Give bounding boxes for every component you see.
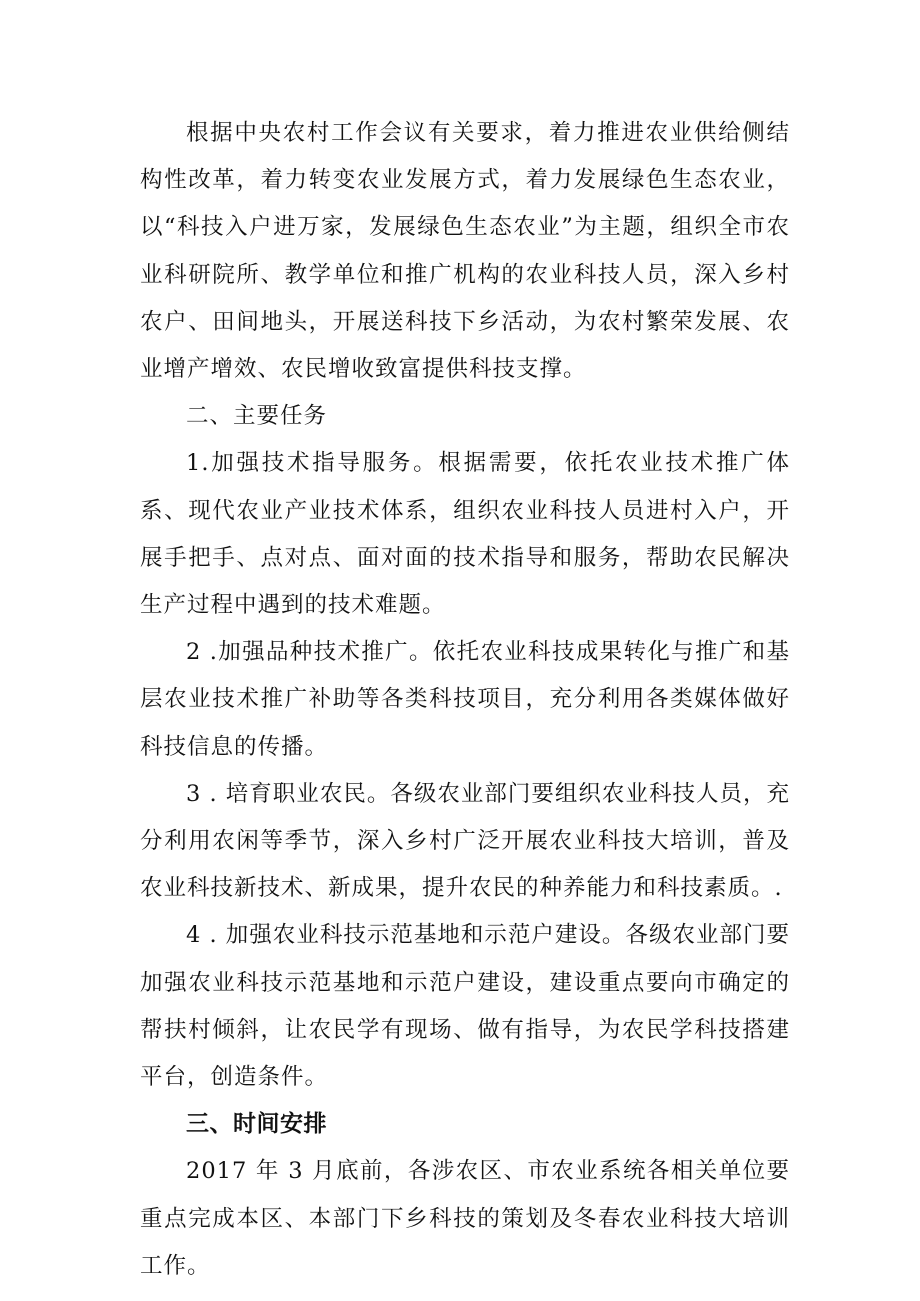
intro-paragraph: 根据中央农村工作会议有关要求，着力推进农业供给侧结构性改革，着力转变农业发展方式，着力发展绿色生态农业，以“科技入户进万家，发展绿色生态农业”为主题，组织全市农业科研院所、教学单位和推广机构的农业科技人员，深入乡村农户、田间地头，开展送科技下乡活动，为农村繁荣发展、农业增产增效、农民增收致富提供科技支撑。 (140, 120, 790, 383)
task-paragraph-3: 3 . 培育职业农民。各级农业部门要组织农业科技人员，充分利用农闲等季节，深入乡村广泛开展农业科技大培训，普及农业科技新技术、新成果，提升农民的种养能力和科技素质。. (140, 780, 790, 902)
task-paragraph-4: 4 . 加强农业科技示范基地和示范户建设。各级农业部门要加强农业科技示范基地和示范户建设，建设重点要向市确定的帮扶村倾斜，让农民学有现场、做有指导，为农民学科技搭建平台，创造条件。 (140, 922, 790, 1091)
schedule-paragraph-1: 2017 年 3 月底前，各涉农区、市农业系统各相关单位要重点完成本区、本部门下乡科技的策划及冬春农业科技大培训工作。 (140, 1158, 790, 1279)
section-heading-schedule: 三、时间安排 (186, 1111, 327, 1138)
task-paragraph-1: 1.加强技术指导服务。根据需要，依托农业技术推广体系、现代农业产业技术体系，组织农业科技人员进村入户，开展手把手、点对点、面对面的技术指导和服务，帮助农民解决生产过程中遇到的技术难题。 (140, 450, 790, 619)
document-page (140, 110, 790, 1290)
section-heading-main-tasks: 二、主要任务 (186, 403, 328, 430)
task-paragraph-2: 2 .加强品种技术推广。依托农业科技成果转化与推广和基层农业技术推广补助等各类科技项目，充分利用各类媒体做好科技信息的传播。 (140, 639, 790, 760)
